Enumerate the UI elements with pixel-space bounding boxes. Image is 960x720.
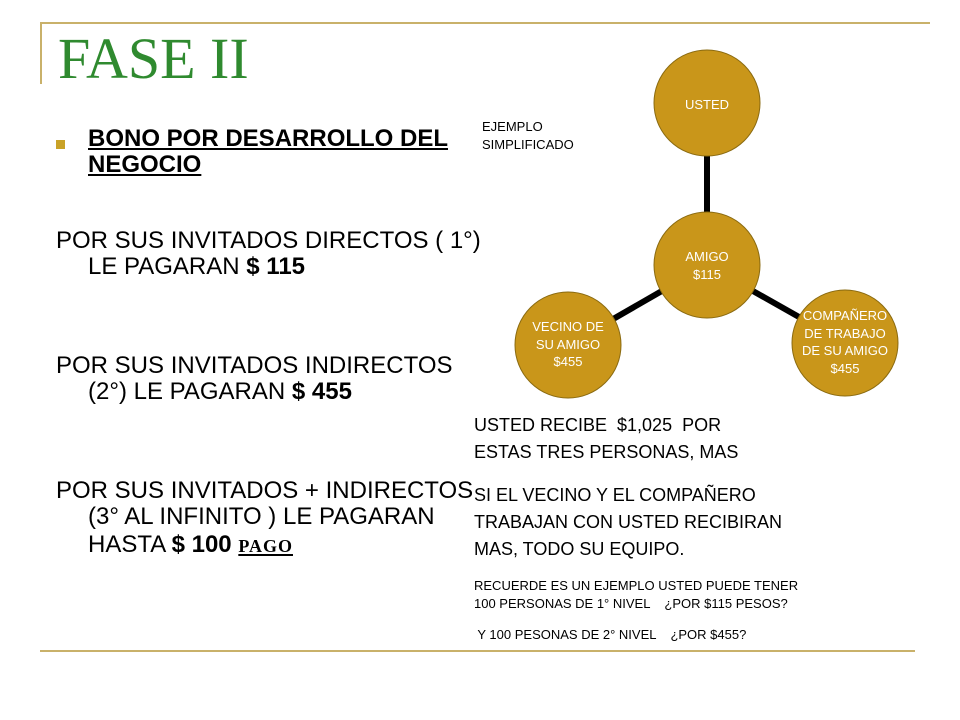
vecino-line-3: $455 — [553, 354, 583, 370]
companero-line-2: DE TRABAJO — [804, 325, 886, 341]
usted-line: USTED — [684, 97, 730, 112]
companero-line-4: $455 — [830, 360, 860, 376]
recibe-line-2: ESTAS TRES PERSONAS, MAS — [474, 442, 739, 462]
recibe-line-1: USTED RECIBE $1,025 POR — [474, 415, 722, 435]
recuerde-text — [474, 577, 914, 613]
si-line-3: MAS, TODO SU EQUIPO. — [474, 539, 685, 559]
recuerde-line-3: Y 100 PESONAS DE 2° NIVEL ¿POR $455? — [474, 627, 747, 642]
node-vecino-label — [518, 318, 618, 371]
companero-line-1: COMPAÑERO — [802, 308, 888, 323]
si-line-1: SI EL VECINO Y EL COMPAÑERO — [474, 485, 756, 505]
p3-amount: $ 100 — [171, 530, 232, 558]
recuerde-line-1: RECUERDE ES UN EJEMPLO USTED PUEDE TENER — [474, 578, 799, 593]
si-line-2: TRABAJAN CON USTED RECIBIRAN — [474, 512, 783, 532]
usted-recibe-text — [474, 412, 874, 466]
slide-title: FASE II — [58, 26, 249, 91]
ejemplo-line-2: SIMPLIFICADO — [482, 136, 574, 152]
amigo-line-2: $115 — [693, 266, 721, 282]
node-amigo-label — [667, 248, 747, 283]
node-usted-label — [667, 96, 747, 114]
p1-amount: $ 115 — [246, 252, 306, 280]
companero-line-3: DE SU AMIGO — [802, 343, 888, 359]
p3-pago: pago — [238, 528, 293, 558]
vecino-line-2: SU AMIGO — [535, 336, 601, 352]
amigo-line-1: AMIGO — [685, 249, 729, 264]
pesonas-text — [474, 626, 914, 644]
p2-amount: $ 455 — [291, 377, 352, 405]
p2-text: POR SUS INVITADOS INDIRECTOS (2°) LE PAGARAN — [56, 352, 453, 405]
p3-text: POR SUS INVITADOS + INDIRECTOS (3° AL INFINITO ) LE PAGARAN HASTA — [56, 477, 474, 558]
p1-text: POR SUS INVITADOS DIRECTOS ( 1°) LE PAGARAN — [56, 227, 481, 280]
vecino-line-1: VECINO DE — [532, 319, 604, 334]
bullet-heading: BONO POR DESARROLLO DEL NEGOCIO — [88, 125, 449, 179]
si-vecino-text — [474, 482, 894, 563]
recuerde-line-2: 100 PERSONAS DE 1° NIVEL ¿POR $115 PESOS? — [474, 596, 788, 612]
ejemplo-line-1: EJEMPLO — [482, 119, 543, 134]
node-companero-label — [790, 307, 900, 377]
